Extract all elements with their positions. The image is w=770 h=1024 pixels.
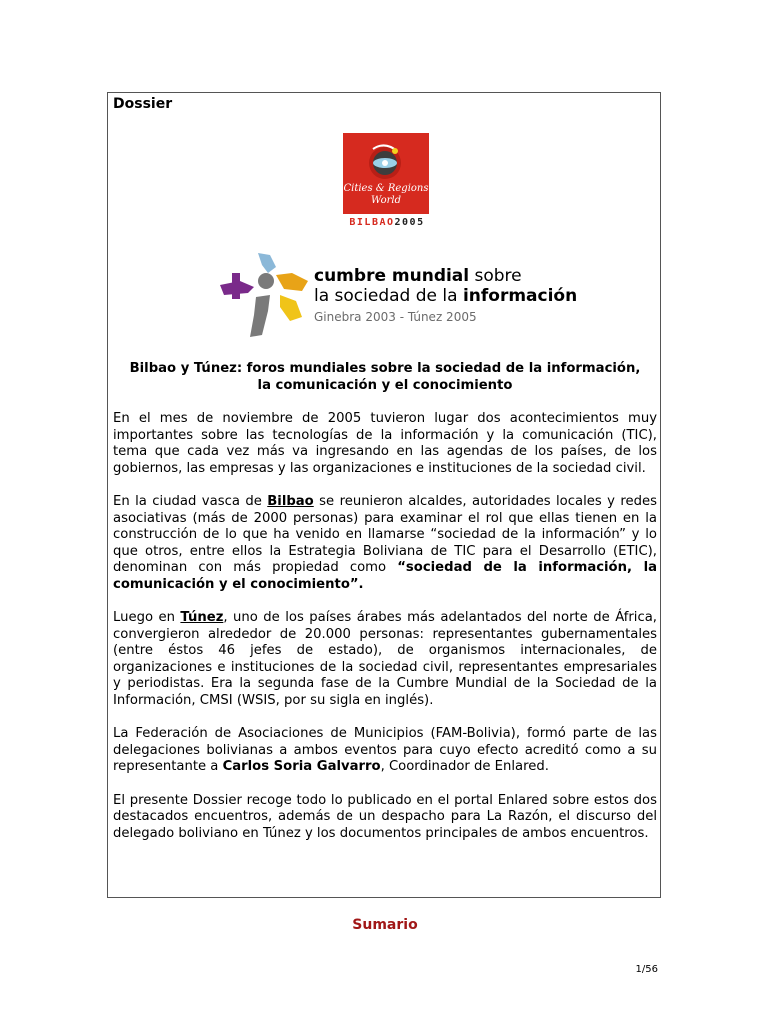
cities-logo-line1: Cities & Regions [343,183,429,194]
paragraph-tunez-b: , uno de los países árabes más adelantados del norte de África, convergieron alrededor de 20.000 personas: representantes gubernamentales (entre éstos 46 jefes de estado), de organismos internacionales, de organizaciones e instituciones de la sociedad civil, representantes empresariales y periodistas. Era la segunda fase de la Cumbre Mundial de la Sociedad de la Información, CMSI (WSIS, por su sigla en inglés). [113,610,657,708]
paragraph-bilbao [113,494,657,593]
summit-title-line2-bold: información [462,286,578,306]
city-name: BILBAO [349,217,395,228]
paragraph-intro: En el mes de noviembre de 2005 tuvieron lugar dos acontecimientos muy importantes sobre las tecnologías de la información y la comunicación (TIC), tema que cada vez más va ingresando en las agendas de los países, de los gobiernos, las empresas y las organizaciones e instituciones de la sociedad civil. [113,411,657,476]
event-year: 2005 [394,217,425,228]
page-number: 1/56 [635,964,658,975]
article-heading [113,361,657,394]
paragraph-fam [113,726,657,776]
page-title: Dossier [113,96,173,112]
article-body [113,361,657,859]
article-heading-line2: la comunicación y el conocimiento [257,377,513,393]
summit-logo-mark-icon [218,251,310,341]
paragraph-dossier: El presente Dossier recoge todo lo publicado en el portal Enlared sobre estos dos destacados encuentros, además de un despacho para La Razón, el discurso del delegado boliviano en Túnez y los documentos principales de ambos encuentros. [113,792,657,841]
paragraph-bilbao-b: se reunieron alcaldes, autoridades locales y redes asociativas (más de 2000 personas) para examinar el rol que ellas tienen en la construcción de lo que ha venido en llamarse “sociedad de la información” y lo que otros, entre ellos la Estrategia Boliviana de TIC para el Desarrollo (ETIC), denominan con más propiedad como [113,494,657,575]
paragraph-fam-a: La Federación de Asociaciones de Municipios (FAM-Bolivia), formó parte de las delegaciones bolivianas a ambos eventos para cuyo efecto acreditó como a su representante a [113,726,657,774]
tunez-link[interactable]: Túnez [180,610,224,625]
article-heading-line1: Bilbao y Túnez: foros mundiales sobre la sociedad de la información, [129,361,641,376]
summit-title-line1 [314,266,577,286]
summit-subtitle: Ginebra 2003 - Túnez 2005 [314,310,477,324]
paragraph-tunez [113,610,657,709]
paragraph-tunez-a: Luego en [113,610,181,625]
summit-title-line2 [314,286,577,306]
paragraph-bilbao-bold: “sociedad de la información, la comunicación y el conocimiento”. [113,560,657,592]
sumario-heading: Sumario [352,917,418,933]
summit-title-line2-pre: la sociedad de la [314,286,463,306]
representative-name: Carlos Soria Galvarro [222,759,381,774]
globe-disc-icon [365,141,405,181]
cities-regions-logo [343,133,429,214]
cities-logo-line2: World [371,195,401,206]
bilbao-2005-label [344,217,430,228]
summit-logo-text [314,266,577,325]
summit-title-rest: sobre [469,266,522,286]
paragraph-bilbao-a: En la ciudad vasca de [113,494,268,509]
paragraph-fam-b: , Coordinador de Enlared. [380,759,549,774]
summit-title-bold: cumbre mundial [314,266,470,286]
bilbao-link[interactable]: Bilbao [267,494,314,509]
